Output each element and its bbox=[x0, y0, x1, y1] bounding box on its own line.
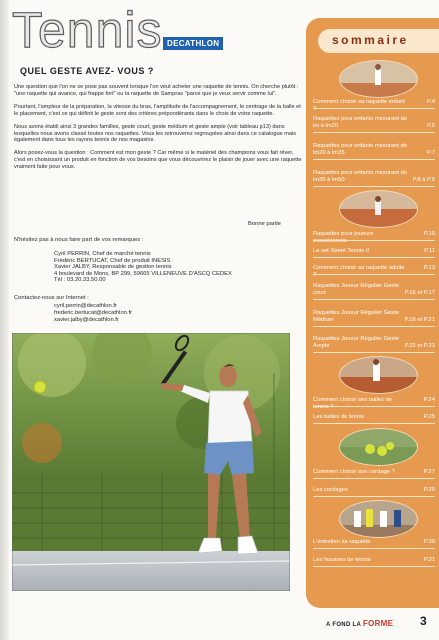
toc-item-label: Les balles de tennis bbox=[313, 414, 365, 420]
toc-item-page: P.16 et P.17 bbox=[404, 290, 435, 297]
toc-item-page: P.7 bbox=[427, 150, 435, 157]
internet-intro: Contactez-nous sur Internet : bbox=[14, 295, 89, 301]
toc-item[interactable] bbox=[313, 487, 435, 494]
article-paragraph-2: Pourtant, l'ampleur de la préparation, la vitesse du bras, l'amplitude de l'accompagnement, le centrage de la balle et le placement, c'est ce qui définit le geste sont des critères prépondérants dans le choix de votre raquette. bbox=[14, 103, 301, 117]
email-link[interactable]: xavier.jalby@decathlon.fr bbox=[54, 317, 119, 323]
toc-item-label: Raquettes pour enfants mesurant de lm20 à lm35 bbox=[313, 143, 408, 156]
toc-divider bbox=[313, 548, 435, 549]
page-title: Tennis bbox=[12, 2, 163, 58]
article-paragraph-3: Nous avons établi ainsi 3 grandes familles, geste court, geste médium et geste ample (voir tableau p13) dans lesquelles nous avons classé toutes nos raquettes. Vous les retrouverez regroupées ainsi dans ce catalogue mais également dans tous les rayons tennis de nos magasins. bbox=[14, 123, 297, 144]
toc-item-label: Comment choisir son cordage ? bbox=[313, 469, 395, 475]
tennis-player-photo bbox=[12, 333, 290, 591]
article-signature: Bonne partie bbox=[248, 221, 281, 227]
toc-divider bbox=[313, 274, 435, 275]
contact-block bbox=[54, 251, 232, 284]
toc-item-page: P.10 bbox=[423, 231, 435, 238]
toc-divider bbox=[313, 159, 435, 160]
toc-item-label: Les housses de tennis bbox=[313, 557, 371, 563]
contact-line: Tél : 03.20.33.50.00 bbox=[54, 277, 106, 284]
article-body bbox=[14, 84, 302, 177]
footer-brand-prefix: A FOND LA bbox=[326, 622, 361, 628]
toc-divider bbox=[313, 257, 435, 258]
toc-item-page: P.30 bbox=[423, 539, 435, 546]
article-paragraph-1: Une question que l'on ne se pose pas souvent lorsque l'on veut acheter une raquette de tennis. On cherche plutôt : "une raquette qui avance, qui frappe fort" ou la raquette de Sampras "parce que je veux servir comme lui". bbox=[14, 84, 299, 97]
toc-item[interactable] bbox=[313, 170, 435, 184]
toc-item[interactable] bbox=[313, 143, 435, 157]
toc-item-label: Raquettes Joueur Régulier Geste Médium bbox=[313, 310, 400, 323]
toc-item[interactable] bbox=[313, 539, 435, 546]
toc-divider bbox=[313, 406, 435, 407]
toc-item-label: Le set Street Tennis II bbox=[313, 248, 369, 254]
toc-item-page: P.4 bbox=[427, 99, 435, 106]
contact-line: Frédéric BERTUCAT, Chef de produit INESIS bbox=[54, 257, 171, 264]
contact-line: 4 boulevard de Mons, BP 299, 59665 VILLENEUVE D'ASCQ CEDEX bbox=[54, 270, 232, 277]
toc-item[interactable] bbox=[313, 336, 435, 350]
adult-player-thumbnail bbox=[339, 356, 418, 394]
contact-line: Xavier JALBY, Responsable de gestion tennis bbox=[54, 264, 172, 271]
toc-divider bbox=[313, 108, 435, 109]
toc-divider bbox=[313, 352, 435, 353]
decathlon-logo: DECATHLON bbox=[163, 37, 223, 50]
toc-item[interactable] bbox=[313, 283, 435, 297]
toc-item-label: Raquettes Joueur Régulier Geste court bbox=[313, 283, 400, 296]
page-spine bbox=[0, 0, 9, 640]
toc-item[interactable] bbox=[313, 116, 435, 130]
toc-item-label: Comment choisir sa raquette enfant ? bbox=[313, 99, 405, 112]
toc-item-page: P.13 bbox=[423, 265, 435, 272]
toc-item-label: Raquettes pour enfants mesurant de lm35 à lm50 bbox=[313, 170, 408, 183]
toc-item[interactable] bbox=[313, 265, 435, 278]
email-link[interactable]: cyril.perrin@decathlon.fr bbox=[54, 303, 117, 309]
junior-court-thumbnail bbox=[339, 190, 418, 228]
toc-item-page: P.18 et P.21 bbox=[404, 317, 435, 324]
toc-item-label: Comment choisir sa raquette adulte ? bbox=[313, 265, 405, 278]
toc-item[interactable] bbox=[313, 397, 435, 410]
toc-item[interactable] bbox=[313, 414, 435, 421]
article-question: QUEL GESTE AVEZ- VOUS ? bbox=[20, 66, 154, 76]
toc-item-page: P.27 bbox=[423, 469, 435, 476]
page-number: 3 bbox=[420, 614, 427, 628]
toc-item-label: L'entretien sa raquette bbox=[313, 539, 371, 545]
toc-item-label: Les cordages bbox=[313, 487, 348, 493]
toc-divider bbox=[313, 478, 435, 479]
toc-item-page: P.5 bbox=[427, 123, 435, 130]
toc-item-page: P.25 bbox=[423, 414, 435, 421]
footer-brand-suffix: FORME bbox=[362, 619, 394, 628]
contacts-intro: N'hésitez pas à nous faire part de vos remarques : bbox=[14, 237, 144, 243]
toc-divider bbox=[313, 299, 435, 300]
toc-divider bbox=[313, 496, 435, 497]
sommaire-title: sommaire bbox=[332, 33, 409, 47]
toc-item[interactable] bbox=[313, 99, 435, 112]
contact-line: Cyril PERRIN, Chef de marché tennis bbox=[54, 251, 151, 257]
email-list bbox=[54, 303, 132, 324]
toc-item-page: P.29 bbox=[423, 487, 435, 494]
toc-item-page: P.31 bbox=[423, 557, 435, 564]
toc-divider bbox=[313, 240, 435, 241]
article-paragraph-4: Alors posez-vous la question : Comment est mon geste ? Car même si le matériel des champions vous fait rêver, c'est en choisissant un produit en fonction de vos besoins que vous découvrirez le plaisir de jouer avec une raquette vraiment faite pour vous. bbox=[14, 150, 302, 171]
junior-player-thumbnail bbox=[339, 60, 418, 98]
toc-item-page: P.8 à P.9 bbox=[412, 177, 435, 184]
toc-item[interactable] bbox=[313, 469, 435, 476]
toc-item[interactable] bbox=[313, 248, 435, 255]
toc-item-page: P.11 bbox=[424, 248, 435, 255]
toc-item[interactable] bbox=[313, 231, 435, 244]
group-players-thumbnail bbox=[339, 500, 418, 538]
ball-hopper-thumbnail bbox=[339, 428, 418, 466]
toc-divider bbox=[313, 186, 435, 187]
toc-divider bbox=[313, 566, 435, 567]
toc-item-label: Raquettes Joueur Régulier Geste Ample bbox=[313, 336, 400, 349]
toc-item[interactable] bbox=[313, 310, 435, 324]
footer-brand bbox=[326, 619, 393, 628]
toc-divider bbox=[313, 423, 435, 424]
toc-divider bbox=[313, 326, 435, 327]
email-link[interactable]: frederic.bertucat@decathlon.fr bbox=[54, 310, 133, 316]
toc-item-page: P.22 et P.23 bbox=[404, 343, 435, 350]
toc-divider bbox=[313, 132, 435, 133]
toc-item-page: P.24 bbox=[423, 397, 435, 404]
toc-item-label: Raquettes pour enfants mesurant de lm à lm20 bbox=[313, 116, 408, 129]
toc-item[interactable] bbox=[313, 557, 435, 564]
toc-item-label: Raquettes pour joueurs occasionnels bbox=[313, 231, 374, 244]
toc-item-label: Comment choisir ses balles de tennis ? bbox=[313, 397, 392, 410]
